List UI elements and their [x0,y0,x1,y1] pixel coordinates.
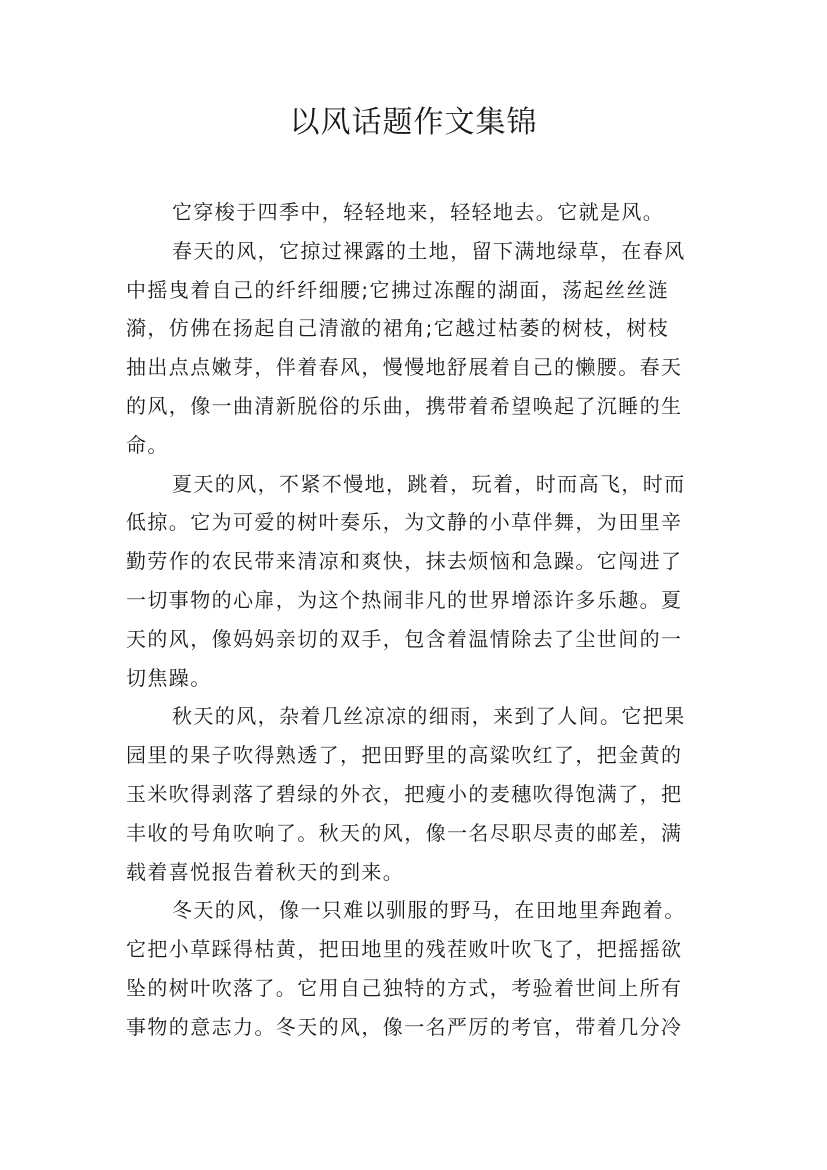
paragraph-5-line-4: 事物的意志力。冬天的风，像一名严厉的考官，带着几分冷 [126,1014,683,1039]
paragraph-2-line-1: 春天的风，它掠过裸露的土地，留下满地绿草，在春风 [172,238,686,263]
paragraph-3-line-3: 勤劳作的农民带来清凉和爽快，抹去烦恼和急躁。它闯进了 [126,549,683,574]
paragraph-5-line-3: 坠的树叶吹落了。它用自己独特的方式，考验着世间上所有 [126,975,683,1000]
paragraph-5-line-1: 冬天的风，像一只难以驯服的野马，在田地里奔跑着。 [172,898,686,923]
paragraph-3-line-4: 一切事物的心扉，为这个热闹非凡的世界增添许多乐趣。夏 [126,587,683,612]
paragraph-3-line-6: 切焦躁。 [126,665,212,690]
paragraph-2-line-4: 抽出点点嫩芽，伴着春风，慢慢地舒展着自己的懒腰。春天 [126,355,683,380]
paragraph-3-line-5: 天的风，像妈妈亲切的双手，包含着温情除去了尘世间的一 [126,626,683,651]
paragraph-2-line-6: 命。 [126,432,169,457]
paragraph-5-line-2: 它把小草踩得枯黄，把田地里的残茬败叶吹飞了，把摇摇欲 [126,937,683,962]
paragraph-4-line-4: 丰收的号角吹响了。秋天的风，像一名尽职尽责的邮差，满 [126,820,683,845]
paragraph-4-line-3: 玉米吹得剥落了碧绿的外衣，把瘦小的麦穗吹得饱满了，把 [126,781,683,806]
document-title: 以风话题作文集锦 [289,105,538,140]
paragraph-3-line-1: 夏天的风，不紧不慢地，跳着，玩着，时而高飞，时而 [172,471,686,496]
paragraph-2-line-5: 的风，像一曲清新脱俗的乐曲，携带着希望唤起了沉睡的生 [126,393,683,418]
document-body [126,193,702,1047]
paragraph-1-line-1: 它穿梭于四季中，轻轻地来，轻轻地去。它就是风。 [172,200,665,224]
paragraph-2-line-3: 漪，仿佛在扬起自己清澈的裙角;它越过枯萎的树枝，树枝 [126,316,670,341]
paragraph-3-line-2: 低掠。它为可爱的树叶奏乐，为文静的小草伴舞，为田里辛 [126,510,683,535]
paragraph-2-line-2: 中摇曳着自己的纤纤细腰;它拂过冻醒的湖面，荡起丝丝涟 [126,277,670,302]
paragraph-4-line-5: 载着喜悦报告着秋天的到来。 [126,859,405,884]
paragraph-4-line-1: 秋天的风，杂着几丝凉凉的细雨，来到了人间。它把果 [172,704,686,729]
paragraph-4-line-2: 园里的果子吹得熟透了，把田野里的高粱吹红了，把金黄的 [126,743,683,768]
